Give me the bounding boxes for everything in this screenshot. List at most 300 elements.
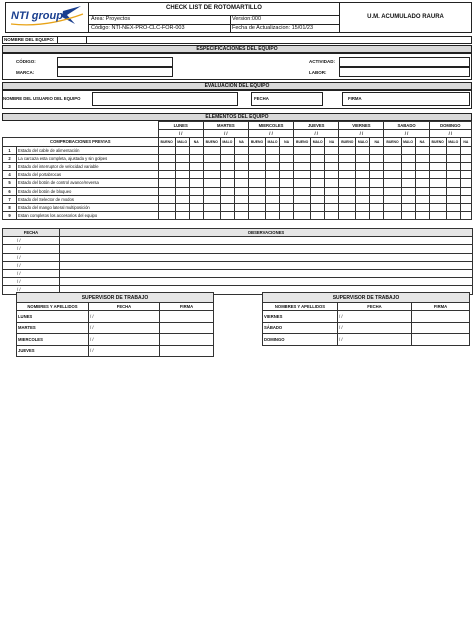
sup-day-label: MIERCOLES <box>18 336 43 342</box>
check-cell[interactable] <box>220 203 234 211</box>
sup-date-cell[interactable]: / / <box>338 334 412 346</box>
sup-day-cell[interactable] <box>17 334 89 346</box>
check-cell[interactable] <box>220 171 234 179</box>
check-cell[interactable] <box>370 171 384 179</box>
check-cell[interactable] <box>356 195 370 203</box>
check-cell[interactable] <box>460 187 471 195</box>
sup-name-header: NOMBRES Y APELLIDOS <box>17 303 89 311</box>
obs-date-cell[interactable]: / / <box>3 278 60 286</box>
check-cell[interactable] <box>203 171 220 179</box>
supervisor-day-row <box>17 322 214 334</box>
sup-day-cell[interactable] <box>263 322 338 334</box>
check-cell[interactable] <box>356 212 370 220</box>
obs-text-cell[interactable] <box>60 261 473 269</box>
check-cell[interactable] <box>280 146 294 154</box>
check-cell[interactable] <box>220 187 234 195</box>
check-cell[interactable] <box>220 195 234 203</box>
check-cell[interactable] <box>384 179 401 187</box>
check-cell[interactable] <box>189 203 203 211</box>
check-cell[interactable] <box>401 171 415 179</box>
check-cell[interactable] <box>266 146 280 154</box>
check-cell[interactable] <box>356 187 370 195</box>
check-cell[interactable] <box>429 179 446 187</box>
check-cell[interactable] <box>311 146 325 154</box>
check-cell[interactable] <box>401 187 415 195</box>
day-header-1: MARTES <box>203 122 248 130</box>
sup-day-label: DOMINGO <box>264 336 285 342</box>
sup-sign-cell[interactable] <box>160 311 214 323</box>
obs-date-cell[interactable]: / / <box>3 237 60 245</box>
check-cell[interactable] <box>220 212 234 220</box>
check-cell[interactable] <box>158 212 175 220</box>
sup-day-label: MARTES <box>18 325 36 331</box>
sup-day-cell[interactable] <box>17 311 89 323</box>
sup-sign-header: FIRMA <box>412 303 470 311</box>
obs-date-cell[interactable]: / / <box>3 269 60 277</box>
check-cell[interactable] <box>339 146 356 154</box>
check-cell[interactable] <box>203 146 220 154</box>
check-cell[interactable] <box>294 171 311 179</box>
check-cell[interactable] <box>266 154 280 162</box>
check-cell[interactable] <box>325 212 339 220</box>
sup-day-cell[interactable] <box>263 334 338 346</box>
day-date-4[interactable]: / / <box>339 130 384 138</box>
sup-sign-header: FIRMA <box>160 303 214 311</box>
item-number: 4 <box>3 171 17 179</box>
check-cell[interactable] <box>446 154 460 162</box>
status-header: NA <box>234 138 248 146</box>
check-cell[interactable] <box>175 171 189 179</box>
day-header-3: JUEVES <box>294 122 339 130</box>
check-cell[interactable] <box>266 171 280 179</box>
check-cell[interactable] <box>248 195 265 203</box>
check-cell[interactable] <box>401 146 415 154</box>
check-cell[interactable] <box>189 187 203 195</box>
check-cell[interactable] <box>248 154 265 162</box>
check-cell[interactable] <box>248 187 265 195</box>
check-cell[interactable] <box>158 187 175 195</box>
evaluation-sign-label: FIRMA <box>348 96 362 101</box>
check-cell[interactable] <box>429 187 446 195</box>
check-cell[interactable] <box>189 146 203 154</box>
check-cell[interactable] <box>339 154 356 162</box>
supervisor-header-row <box>263 303 470 311</box>
check-cell[interactable] <box>325 162 339 170</box>
sup-day-cell[interactable] <box>17 322 89 334</box>
check-cell[interactable] <box>370 179 384 187</box>
item-text: Estado del botón de bloqueo <box>17 187 159 195</box>
check-cell[interactable] <box>356 154 370 162</box>
sup-day-label: SÁBADO <box>264 325 283 331</box>
check-cell[interactable] <box>339 179 356 187</box>
check-cell[interactable] <box>311 187 325 195</box>
status-header: NA <box>325 138 339 146</box>
day-date-2[interactable]: / / <box>248 130 293 138</box>
check-cell[interactable] <box>175 195 189 203</box>
check-cell[interactable] <box>339 162 356 170</box>
sup-sign-cell[interactable] <box>412 322 470 334</box>
specs-band: ESPECIFICACIONES DEL EQUIPO <box>2 45 472 53</box>
check-cell[interactable] <box>429 195 446 203</box>
check-cell[interactable] <box>158 154 175 162</box>
spec-code-label: CÓDIGO: <box>16 59 36 64</box>
sup-date-cell[interactable]: / / <box>89 345 160 357</box>
check-cell[interactable] <box>175 212 189 220</box>
check-cell[interactable] <box>266 195 280 203</box>
check-cell[interactable] <box>460 203 471 211</box>
evaluation-date-field[interactable] <box>251 92 323 106</box>
check-cell[interactable] <box>446 171 460 179</box>
check-cell[interactable] <box>401 212 415 220</box>
check-cell[interactable] <box>220 154 234 162</box>
status-header: BUENO <box>203 138 220 146</box>
check-cell[interactable] <box>325 154 339 162</box>
check-cell[interactable] <box>280 203 294 211</box>
spec-labor-field[interactable] <box>339 67 470 77</box>
check-cell[interactable] <box>189 195 203 203</box>
check-cell[interactable] <box>446 203 460 211</box>
check-cell[interactable] <box>401 179 415 187</box>
check-cell[interactable] <box>175 203 189 211</box>
evaluation-user-label: NOMBRE DEL USUARIO DEL EQUIPO <box>3 96 81 101</box>
sup-day-label: LUNES <box>18 313 33 319</box>
check-cell[interactable] <box>311 162 325 170</box>
day-date-3[interactable]: / / <box>294 130 339 138</box>
check-cell[interactable] <box>384 187 401 195</box>
check-cell[interactable] <box>294 154 311 162</box>
obs-text-header: OBSERVACIONES <box>60 229 473 237</box>
check-cell[interactable] <box>460 212 471 220</box>
checklist-row <box>3 146 472 154</box>
status-header: MALO <box>446 138 460 146</box>
check-cell[interactable] <box>294 179 311 187</box>
check-cell[interactable] <box>266 203 280 211</box>
check-cell[interactable] <box>158 146 175 154</box>
check-cell[interactable] <box>460 179 471 187</box>
check-cell[interactable] <box>429 146 446 154</box>
check-cell[interactable] <box>234 171 248 179</box>
spec-brand-field[interactable] <box>57 67 173 77</box>
check-cell[interactable] <box>220 179 234 187</box>
sup-day-label: JUEVES <box>18 348 35 354</box>
obs-text-cell[interactable] <box>60 237 473 245</box>
check-cell[interactable] <box>280 171 294 179</box>
check-cell[interactable] <box>325 195 339 203</box>
check-cell[interactable] <box>384 146 401 154</box>
check-cell[interactable] <box>446 162 460 170</box>
check-cell[interactable] <box>280 154 294 162</box>
check-cell[interactable] <box>311 154 325 162</box>
check-cell[interactable] <box>234 179 248 187</box>
check-cell[interactable] <box>311 171 325 179</box>
check-cell[interactable] <box>248 212 265 220</box>
check-cell[interactable] <box>234 146 248 154</box>
check-cell[interactable] <box>266 212 280 220</box>
item-text: Estado del portabrocas <box>17 171 159 179</box>
status-header: MALO <box>175 138 189 146</box>
spec-code-field[interactable] <box>57 57 173 67</box>
sup-day-cell[interactable] <box>17 345 89 357</box>
obs-text-cell[interactable] <box>60 253 473 261</box>
check-cell[interactable] <box>339 203 356 211</box>
dates-row <box>3 130 472 138</box>
check-cell[interactable] <box>460 154 471 162</box>
item-text: Estado del Selector de modos <box>17 195 159 203</box>
sup-day-label: VIERNES <box>264 313 283 319</box>
supervisor-block-left <box>16 292 213 357</box>
sup-sign-cell[interactable] <box>160 345 214 357</box>
obs-text-cell[interactable] <box>60 245 473 253</box>
day-date-1[interactable]: / / <box>203 130 248 138</box>
check-cell[interactable] <box>415 203 429 211</box>
status-header: MALO <box>401 138 415 146</box>
item-number: 8 <box>3 203 17 211</box>
check-cell[interactable] <box>280 187 294 195</box>
check-cell[interactable] <box>203 212 220 220</box>
check-cell[interactable] <box>370 146 384 154</box>
check-cell[interactable] <box>384 154 401 162</box>
check-cell[interactable] <box>203 195 220 203</box>
supervisor-title-row <box>17 293 214 303</box>
day-header-4: VIERNES <box>339 122 384 130</box>
sup-date-cell[interactable]: / / <box>89 334 160 346</box>
check-cell[interactable] <box>401 203 415 211</box>
check-cell[interactable] <box>158 195 175 203</box>
check-cell[interactable] <box>234 195 248 203</box>
check-cell[interactable] <box>429 203 446 211</box>
check-cell[interactable] <box>248 146 265 154</box>
item-text: Estado del botón de control avance/reversa <box>17 179 159 187</box>
check-cell[interactable] <box>415 187 429 195</box>
check-cell[interactable] <box>370 212 384 220</box>
update-date-text: Fecha de Actualizacion: 15/01/23 <box>232 25 314 31</box>
sup-sign-cell[interactable] <box>160 334 214 346</box>
check-cell[interactable] <box>266 179 280 187</box>
check-cell[interactable] <box>311 195 325 203</box>
check-cell[interactable] <box>325 187 339 195</box>
check-cell[interactable] <box>234 212 248 220</box>
sup-date-cell[interactable]: / / <box>338 322 412 334</box>
check-cell[interactable] <box>356 203 370 211</box>
supervisor-block-right <box>262 292 469 346</box>
check-cell[interactable] <box>325 146 339 154</box>
obs-date-cell[interactable]: / / <box>3 253 60 261</box>
check-cell[interactable] <box>175 179 189 187</box>
status-header: NA <box>460 138 471 146</box>
comprobaciones-header: COMPROBACIONES PREVIAS <box>3 138 159 146</box>
check-cell[interactable] <box>203 154 220 162</box>
days-row <box>3 122 472 130</box>
check-cell[interactable] <box>158 171 175 179</box>
sup-sign-cell[interactable] <box>160 322 214 334</box>
check-cell[interactable] <box>175 187 189 195</box>
check-cell[interactable] <box>339 212 356 220</box>
check-cell[interactable] <box>401 195 415 203</box>
obs-date-cell[interactable]: / / <box>3 245 60 253</box>
checklist-row <box>3 179 472 187</box>
check-cell[interactable] <box>446 212 460 220</box>
check-cell[interactable] <box>280 162 294 170</box>
check-cell[interactable] <box>294 195 311 203</box>
evaluation-sign-field[interactable] <box>342 92 470 106</box>
item-text: Estado del mango lateral multiposición <box>17 203 159 211</box>
check-cell[interactable] <box>266 187 280 195</box>
status-header: NA <box>370 138 384 146</box>
check-cell[interactable] <box>356 146 370 154</box>
check-cell[interactable] <box>280 212 294 220</box>
unit-name: U.M. ACUMULADO RAURA <box>367 14 444 20</box>
check-cell[interactable] <box>189 179 203 187</box>
check-cell[interactable] <box>401 154 415 162</box>
check-cell[interactable] <box>384 203 401 211</box>
check-cell[interactable] <box>446 195 460 203</box>
check-cell[interactable] <box>370 187 384 195</box>
check-cell[interactable] <box>234 187 248 195</box>
sup-sign-cell[interactable] <box>412 311 470 323</box>
check-cell[interactable] <box>294 162 311 170</box>
check-cell[interactable] <box>370 195 384 203</box>
check-cell[interactable] <box>384 195 401 203</box>
check-cell[interactable] <box>311 212 325 220</box>
check-cell[interactable] <box>325 179 339 187</box>
check-cell[interactable] <box>446 179 460 187</box>
observation-row <box>3 237 473 245</box>
sup-date-cell[interactable]: / / <box>89 322 160 334</box>
check-cell[interactable] <box>248 179 265 187</box>
obs-date-cell[interactable]: / / <box>3 261 60 269</box>
check-cell[interactable] <box>325 203 339 211</box>
check-cell[interactable] <box>203 162 220 170</box>
check-cell[interactable] <box>415 195 429 203</box>
check-cell[interactable] <box>175 162 189 170</box>
equipment-name-field[interactable] <box>57 36 87 44</box>
item-number: 5 <box>3 179 17 187</box>
check-cell[interactable] <box>339 171 356 179</box>
check-cell[interactable] <box>356 162 370 170</box>
check-cell[interactable] <box>203 187 220 195</box>
check-cell[interactable] <box>220 162 234 170</box>
equipment-name-label: NOMBRE DEL EQUIPO: <box>4 37 55 42</box>
check-cell[interactable] <box>429 171 446 179</box>
spec-activity-field[interactable] <box>339 57 470 67</box>
check-cell[interactable] <box>429 162 446 170</box>
observation-row <box>3 253 473 261</box>
area-text: Area: Proyectos <box>91 16 131 22</box>
check-cell[interactable] <box>460 171 471 179</box>
observation-row <box>3 261 473 269</box>
check-cell[interactable] <box>158 179 175 187</box>
obs-text-cell[interactable] <box>60 269 473 277</box>
check-cell[interactable] <box>370 154 384 162</box>
supervisor-day-row <box>263 311 470 323</box>
day-date-5[interactable]: / / <box>384 130 429 138</box>
status-header: MALO <box>311 138 325 146</box>
day-header-0: LUNES <box>158 122 203 130</box>
check-cell[interactable] <box>294 203 311 211</box>
check-cell[interactable] <box>311 203 325 211</box>
obs-date-cell[interactable]: / / <box>3 286 60 294</box>
status-header: MALO <box>220 138 234 146</box>
check-cell[interactable] <box>339 187 356 195</box>
check-cell[interactable] <box>294 146 311 154</box>
spec-labor-label: LABOR: <box>309 70 327 75</box>
check-cell[interactable] <box>370 203 384 211</box>
check-cell[interactable] <box>189 212 203 220</box>
obs-text-cell[interactable] <box>60 278 473 286</box>
day-date-6[interactable]: / / <box>429 130 471 138</box>
status-header: BUENO <box>294 138 311 146</box>
check-cell[interactable] <box>294 187 311 195</box>
check-cell[interactable] <box>415 162 429 170</box>
check-cell[interactable] <box>460 162 471 170</box>
check-cell[interactable] <box>356 179 370 187</box>
check-cell[interactable] <box>175 146 189 154</box>
check-cell[interactable] <box>325 171 339 179</box>
check-cell[interactable] <box>248 162 265 170</box>
check-cell[interactable] <box>234 203 248 211</box>
check-cell[interactable] <box>248 203 265 211</box>
check-cell[interactable] <box>446 187 460 195</box>
check-cell[interactable] <box>280 195 294 203</box>
status-header: BUENO <box>158 138 175 146</box>
check-cell[interactable] <box>429 154 446 162</box>
check-cell[interactable] <box>158 162 175 170</box>
check-cell[interactable] <box>248 171 265 179</box>
check-cell[interactable] <box>429 212 446 220</box>
status-header: BUENO <box>339 138 356 146</box>
sup-date-cell[interactable]: / / <box>338 311 412 323</box>
check-cell[interactable] <box>203 203 220 211</box>
check-cell[interactable] <box>415 154 429 162</box>
sup-date-cell[interactable]: / / <box>89 311 160 323</box>
check-cell[interactable] <box>158 203 175 211</box>
check-cell[interactable] <box>384 162 401 170</box>
check-cell[interactable] <box>203 179 220 187</box>
check-cell[interactable] <box>175 154 189 162</box>
check-cell[interactable] <box>415 212 429 220</box>
evaluation-band: EVALUACIÓN DEL EQUIPO <box>2 82 472 90</box>
sup-day-cell[interactable] <box>263 311 338 323</box>
sup-sign-cell[interactable] <box>412 334 470 346</box>
check-cell[interactable] <box>446 146 460 154</box>
check-cell[interactable] <box>415 179 429 187</box>
check-cell[interactable] <box>370 162 384 170</box>
check-cell[interactable] <box>415 146 429 154</box>
check-cell[interactable] <box>189 171 203 179</box>
check-cell[interactable] <box>234 154 248 162</box>
observations-header <box>3 229 473 237</box>
check-cell[interactable] <box>460 146 471 154</box>
check-cell[interactable] <box>234 162 248 170</box>
check-cell[interactable] <box>401 162 415 170</box>
evaluation-user-field[interactable] <box>92 92 238 106</box>
check-cell[interactable] <box>294 212 311 220</box>
check-cell[interactable] <box>339 195 356 203</box>
check-cell[interactable] <box>415 171 429 179</box>
check-cell[interactable] <box>220 146 234 154</box>
check-cell[interactable] <box>460 195 471 203</box>
check-cell[interactable] <box>384 171 401 179</box>
check-cell[interactable] <box>356 171 370 179</box>
check-cell[interactable] <box>266 162 280 170</box>
check-cell[interactable] <box>189 162 203 170</box>
check-cell[interactable] <box>189 154 203 162</box>
check-cell[interactable] <box>280 179 294 187</box>
day-date-0[interactable]: / / <box>158 130 203 138</box>
check-cell[interactable] <box>311 179 325 187</box>
status-header: BUENO <box>248 138 265 146</box>
check-cell[interactable] <box>384 212 401 220</box>
